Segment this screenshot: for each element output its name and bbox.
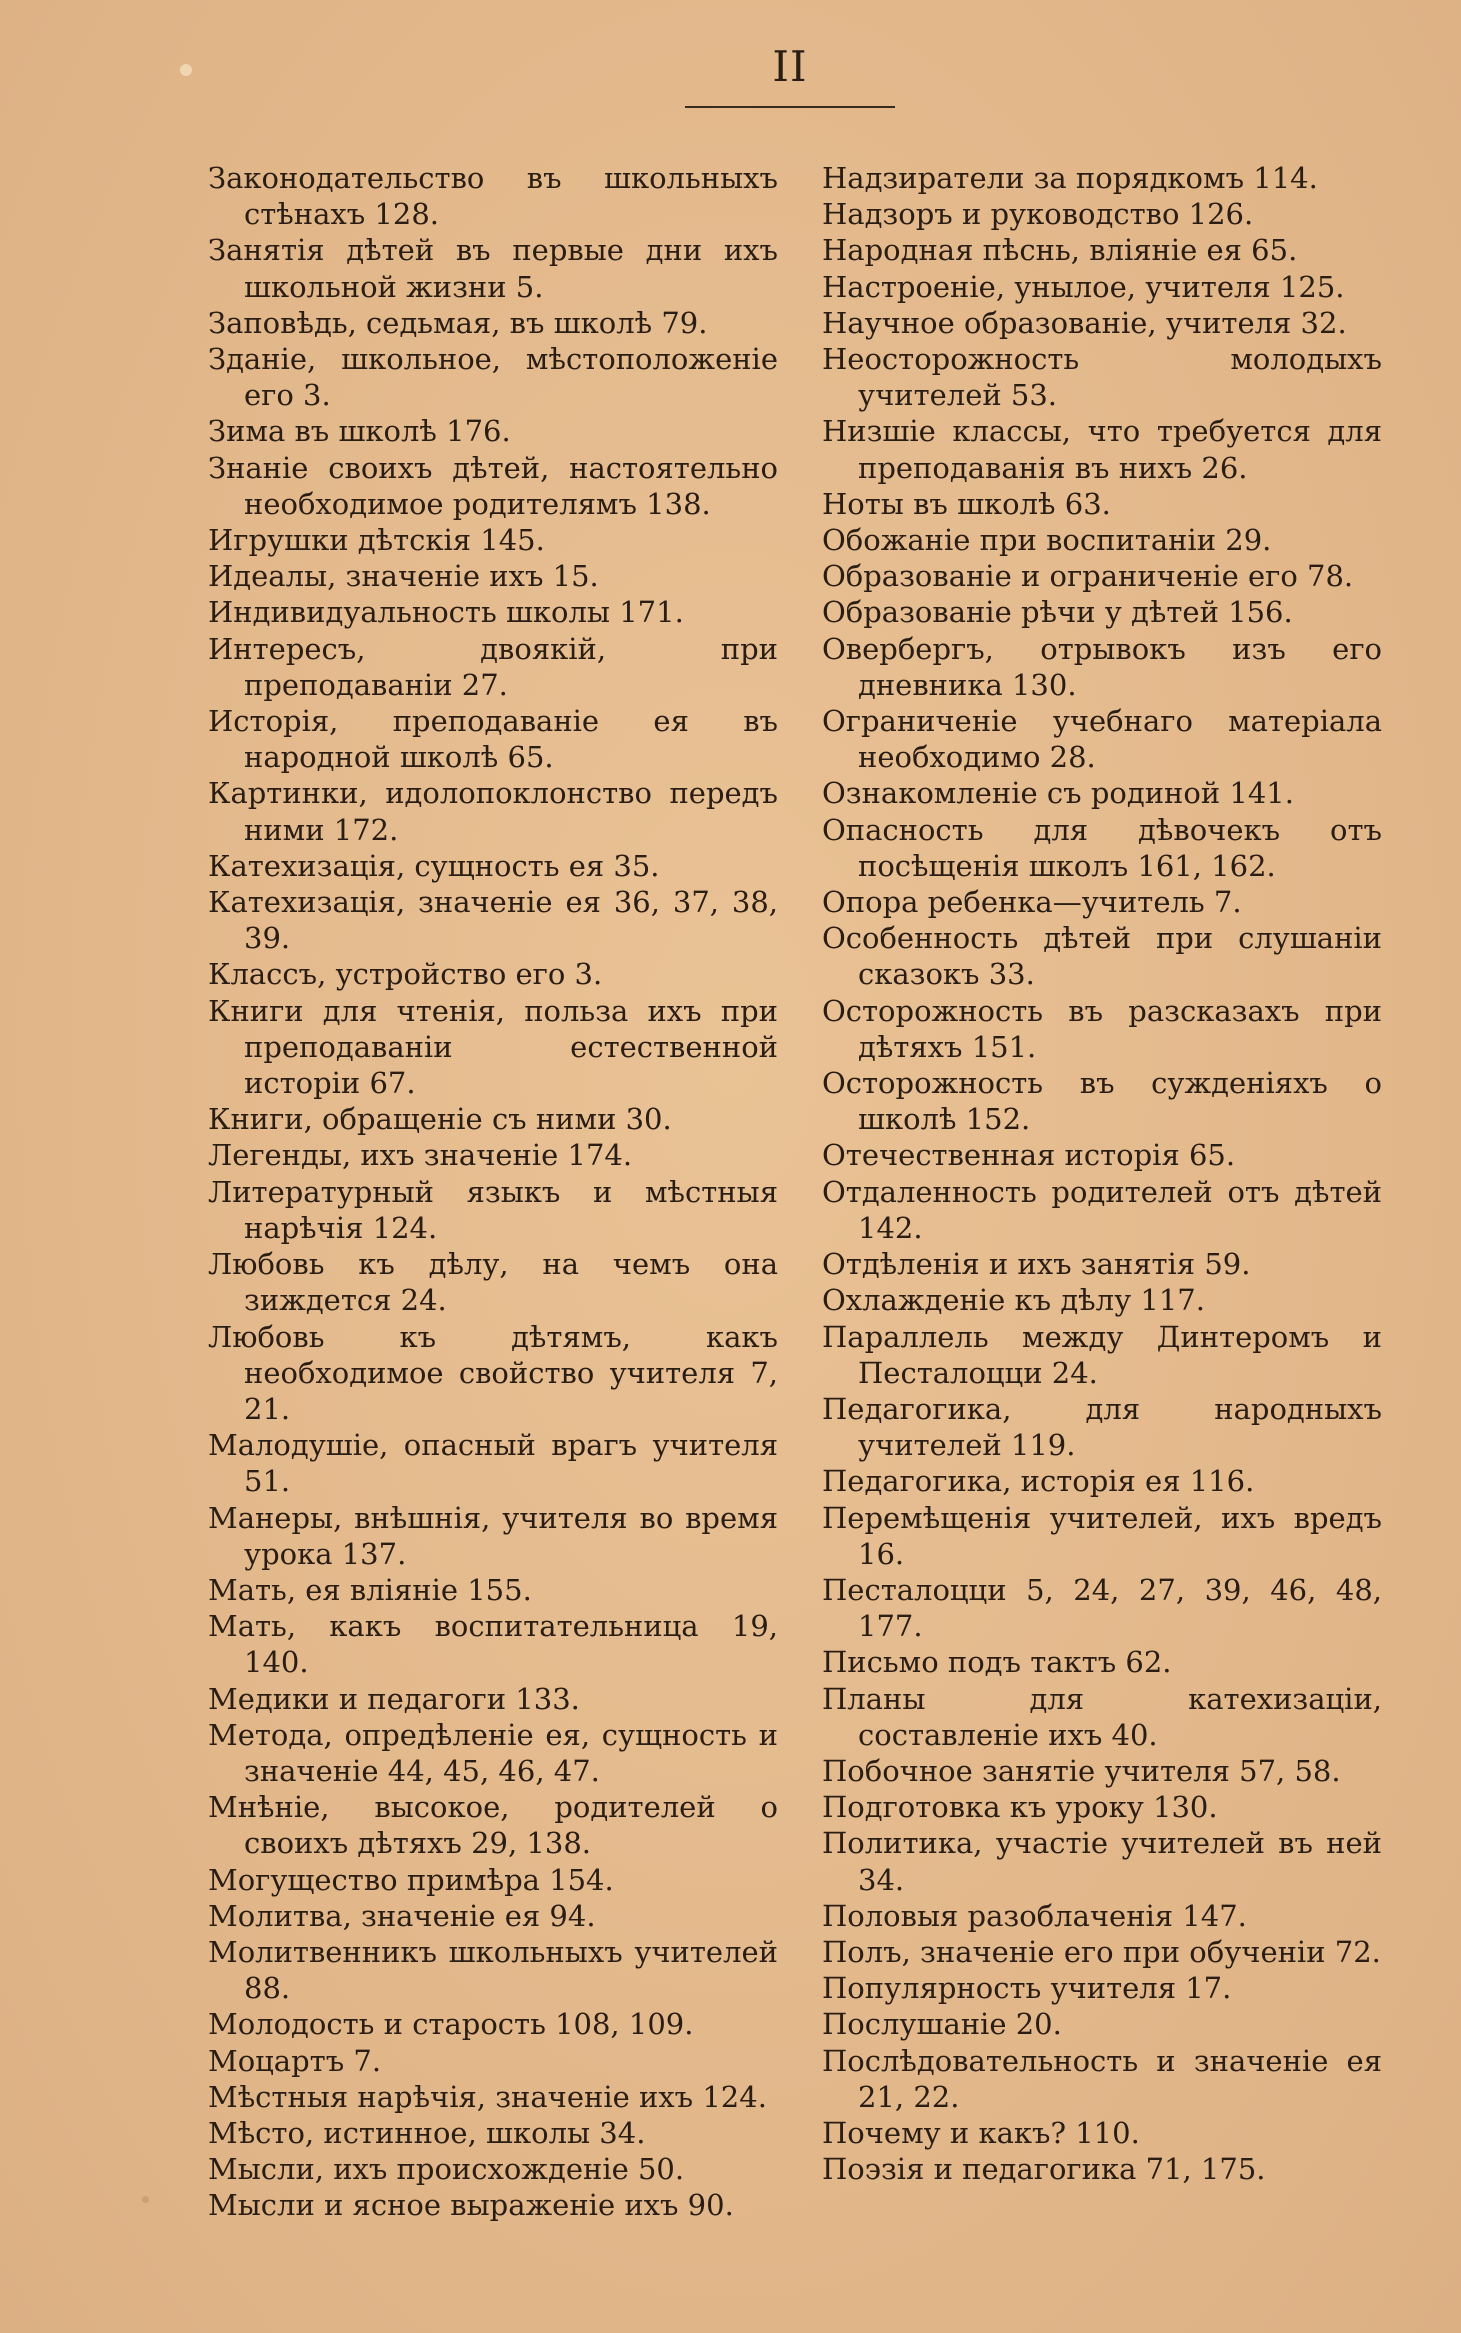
- index-entry: Отдаленность родителей отъ дѣтей 142.: [822, 1174, 1382, 1245]
- index-entry: Педагогика, для народныхъ учителей 119.: [822, 1391, 1382, 1463]
- index-entry: Мать, какъ воспитательница 19, 140.: [208, 1609, 778, 1680]
- index-entry: Ограниченіе учебнаго матеріала необходимо 28.: [822, 704, 1382, 775]
- index-entry: Занятія дѣтей въ первые дни ихъ школьной жизни 5.: [208, 233, 778, 304]
- index-entry: Надзиратели за порядкомъ 114.: [822, 161, 1318, 195]
- index-entry: Молитвенникъ школьныхъ учителей 88.: [208, 1934, 778, 2006]
- index-entry: Обожаніе при воспитаніи 29.: [822, 523, 1272, 558]
- index-entry: Книги, обращеніе съ ними 30.: [208, 1102, 672, 1137]
- index-entry: Катехизація, сущность ея 35.: [208, 848, 660, 883]
- index-entry: Молитва, значеніе ея 94.: [208, 1898, 596, 1933]
- index-entry: Медики и педагоги 133.: [208, 1681, 580, 1716]
- index-entry: Опасность для дѣвочекъ отъ посѣщенія школъ 161, 162.: [822, 812, 1382, 883]
- index-entry: Поэзія и педагогика 71, 175.: [822, 2152, 1266, 2187]
- index-entry: Любовь къ дѣлу, на чемъ она зиждется 24.: [208, 1247, 778, 1318]
- index-entry: Мнѣніе, высокое, родителей о своихъ дѣтяхъ 29, 138.: [208, 1790, 778, 1861]
- index-entry: Параллель между Динтеромъ и Песталоцци 24.: [822, 1319, 1382, 1390]
- index-entry: Интересъ, двоякій, при преподаваніи 27.: [208, 631, 778, 702]
- index-entry: Ознакомленіе съ родиной 141.: [822, 776, 1294, 811]
- index-entry: Послушаніе 20.: [822, 2007, 1062, 2042]
- index-entry: Зима въ школѣ 176.: [208, 414, 511, 449]
- index-entry: Зданіе, школьное, мѣстоположеніе его 3.: [208, 342, 778, 413]
- index-entry: Отдѣленія и ихъ занятія 59.: [822, 1247, 1251, 1282]
- index-entry: Образованіе и ограниченіе его 78.: [822, 559, 1354, 594]
- index-entry: Письмо подъ тактъ 62.: [822, 1645, 1172, 1680]
- page-number: II: [772, 42, 808, 91]
- index-entry: Литературный языкъ и мѣстныя нарѣчія 124.: [208, 1174, 778, 1245]
- index-entry: Народная пѣснь, вліяніе ея 65.: [822, 233, 1298, 268]
- index-entry: Книги для чтенія, польза ихъ при преподаваніи естественной исторіи 67.: [208, 993, 778, 1101]
- index-column-left: [208, 160, 778, 2224]
- index-entry: Метода, опредѣленіе ея, сущность и значеніе 44, 45, 46, 47.: [208, 1717, 778, 1788]
- index-entry: Осторожность въ разсказахъ при дѣтяхъ 151.: [822, 993, 1382, 1064]
- index-entry: Мѣсто, истинное, школы 34.: [208, 2115, 646, 2150]
- index-entry: Мѣстныя нарѣчія, значеніе ихъ 124.: [208, 2079, 767, 2114]
- index-entry: Моцартъ 7.: [208, 2043, 382, 2078]
- index-entry: Индивидуальность школы 171.: [208, 595, 684, 630]
- index-entry: Побочное занятіе учителя 57, 58.: [822, 1753, 1341, 1788]
- index-entry: Популярность учителя 17.: [822, 1971, 1232, 2006]
- index-entry: Педагогика, исторія ея 116.: [822, 1464, 1255, 1499]
- index-entry: Могущество примѣра 154.: [208, 1862, 614, 1897]
- index-entry: Знаніе своихъ дѣтей, настоятельно необходимое родителямъ 138.: [208, 450, 778, 521]
- paper-spot: [142, 2196, 149, 2203]
- index-entry: Молодость и старость 108, 109.: [208, 2007, 694, 2042]
- index-entry: Манеры, внѣшнія, учителя во время урока 137.: [208, 1500, 778, 1571]
- index-entry: Подготовка къ уроку 130.: [822, 1790, 1218, 1825]
- header-rule: [685, 106, 895, 108]
- index-entry: Овербергъ, отрывокъ изъ его дневника 130.: [822, 631, 1382, 702]
- index-entry: Законодательство въ школьныхъ стѣнахъ 128.: [208, 161, 778, 232]
- index-column-right: [822, 160, 1382, 2187]
- index-entry: Мысли, ихъ происхожденіе 50.: [208, 2152, 685, 2187]
- index-entry: Особенность дѣтей при слушаніи сказокъ 33.: [822, 921, 1382, 992]
- index-entry: Почему и какъ? 110.: [822, 2115, 1140, 2150]
- index-entry: Малодушіе, опасный врагъ учителя 51.: [208, 1428, 778, 1499]
- index-entry: Исторія, преподаваніе ея въ народной школѣ 65.: [208, 704, 778, 775]
- index-entry: Отечественная исторія 65.: [822, 1138, 1236, 1173]
- index-entry: Половыя разоблаченія 147.: [822, 1898, 1247, 1933]
- index-entry: Научное образованіе, учителя 32.: [822, 305, 1347, 340]
- index-entry: Мать, ея вліяніе 155.: [208, 1572, 532, 1607]
- index-entry: Опора ребенка—учитель 7.: [822, 885, 1242, 920]
- index-entry: Классъ, устройство его 3.: [208, 957, 603, 992]
- index-entry: Послѣдовательность и значеніе ея 21, 22.: [822, 2043, 1382, 2114]
- index-entry: Заповѣдь, седьмая, въ школѣ 79.: [208, 305, 708, 340]
- index-entry: Песталоцци 5, 24, 27, 39, 46, 48, 177.: [822, 1572, 1382, 1644]
- index-entry: Перемѣщенія учителей, ихъ вредъ 16.: [822, 1500, 1382, 1571]
- index-entry: Любовь къ дѣтямъ, какъ необходимое свойство учителя 7, 21.: [208, 1319, 778, 1426]
- index-entry: Настроеніе, унылое, учителя 125.: [822, 269, 1345, 304]
- index-entry: Ноты въ школѣ 63.: [822, 486, 1111, 521]
- index-entry: Игрушки дѣтскія 145.: [208, 523, 545, 558]
- index-entry: Картинки, идолопоклонство передъ ними 172.: [208, 776, 778, 847]
- index-entry: Идеалы, значеніе ихъ 15.: [208, 559, 599, 594]
- index-entry: Неосторожность молодыхъ учителей 53.: [822, 342, 1382, 413]
- index-entry: Политика, участіе учителей въ ней 34.: [822, 1826, 1382, 1897]
- index-entry: Мысли и ясное выраженіе ихъ 90.: [208, 2188, 734, 2223]
- index-entry: Надзоръ и руководство 126.: [822, 197, 1254, 232]
- index-entry: Катехизація, значеніе ея 36, 37, 38, 39.: [208, 885, 778, 956]
- index-entry: Полъ, значеніе его при обученіи 72.: [822, 1934, 1381, 1969]
- index-entry: Низшіе классы, что требуется для преподаванія въ нихъ 26.: [822, 414, 1382, 485]
- index-entry: Легенды, ихъ значеніе 174.: [208, 1138, 633, 1173]
- index-entry: Планы для катехизаціи, составленіе ихъ 40.: [822, 1681, 1382, 1752]
- index-entry: Осторожность въ сужденіяхъ о школѣ 152.: [822, 1066, 1382, 1137]
- index-entry: Образованіе рѣчи у дѣтей 156.: [822, 595, 1293, 630]
- index-entry: Охлажденіе къ дѣлу 117.: [822, 1283, 1205, 1318]
